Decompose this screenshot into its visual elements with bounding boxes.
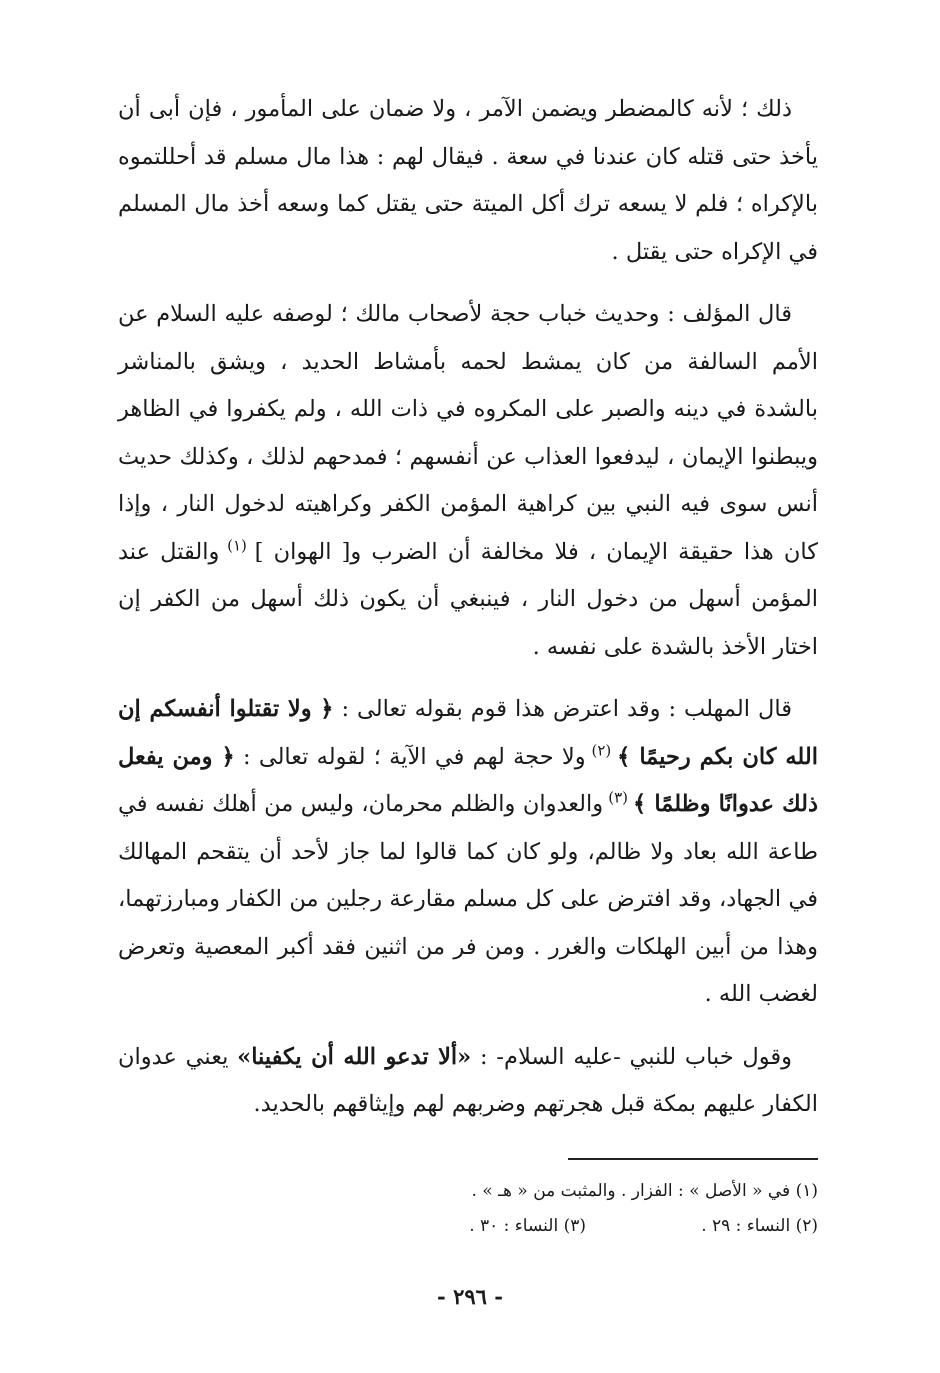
paragraph-2 [118, 291, 818, 671]
paragraph-text: والقتل عند المؤمن أسهل من دخول النار ، فينبغي أن يكون ذلك أسهل من الكفر إن اختار الأخذ بالشدة على نفسه . [118, 538, 818, 660]
footnote-ref-2: (٢) [585, 741, 618, 759]
footnote-2: (٢) النساء : ٢٩ . [701, 1216, 818, 1236]
paragraph-text: ولا حجة لهم في الآية ؛ لقوله تعالى : [234, 743, 586, 770]
paragraph-4 [118, 1034, 818, 1129]
page-body [118, 86, 818, 1144]
footnote-divider [568, 1158, 818, 1160]
quran-verse: ﴿ ولا تقتلوا أنفسكم إن الله كان بكم رحيمًا ﴾ [118, 696, 818, 770]
paragraph-text: قال المهلب : وقد اعترض هذا قوم بقوله تعالى : [333, 696, 792, 722]
hadith-quote: «ألا تدعو الله أن يكفينا» [237, 1043, 472, 1070]
paragraph-3 [118, 686, 818, 1019]
footnote-1: (١) في « الأصل » : الفزار . والمثبت من « هـ » . [471, 1181, 818, 1201]
footnotes [118, 1174, 818, 1244]
paragraph-text: قال المؤلف : وحديث خباب حجة لأصحاب مالك ؛ لوصفه عليه السلام عن الأمم السالفة من كان يمشط لحمه بأمشاط الحديد ، ويشق بالمناشر بالشدة في دينه والصبر على المكروه في ذات الله ، ولم يكفروا في الظاهر ويبطنوا الإيمان ، ليدفعوا العذاب عن أنفسهم ؛ فمدحهم لذلك ، وكذلك حديث أنس سوى فيه النبي بين كراهية المؤمن الكفر وكراهيته لدخول النار ، وإذا كان هذا حقيقة الإيمان ، فلا مخالفة أن الضرب و[ الهوان ] [118, 301, 818, 565]
paragraph-text: والعدوان والظلم محرمان، وليس من أهلك نفسه في طاعة الله بعاد ولا ظالم، ولو كان كما قالوا لما جاز لأحد أن يتقحم المهالك في الجهاد، وقد افترض على كل مسلم مقارعة رجلين من الكفار ومبارزتهما، وهذا من أبين الهلكات والغرر . ومن فر من اثنين فقد أكبر المعصية وتعرض لغضب الله . [118, 791, 818, 1007]
paragraph-1 [118, 86, 818, 276]
footnote-line-1 [118, 1174, 818, 1209]
paragraph-text: يعني عدوان الكفار عليهم بمكة قبل هجرتهم وضربهم لهم وإيثاقهم بالحديد. [118, 1043, 818, 1117]
footnote-ref-1: (١) [219, 536, 255, 554]
footnote-line-2 [118, 1209, 818, 1244]
quran-verse: ﴿ ومن يفعل ذلك عدوانًا وظلمًا ﴾ [118, 743, 819, 817]
paragraph-text: وقول خباب للنبي -عليه السلام- : [471, 1043, 793, 1070]
paragraph-text: ذلك ؛ لأنه كالمضطر ويضمن الآمر ، ولا ضمان على المأمور ، فإن أبى أن يأخذ حتى قتله كان عندنا في سعة . فيقال لهم : هذا مال مسلم قد أحللتموه بالإكراه ؛ فلم لا يسعه ترك أكل الميتة حتى يقتل كما وسعه أخذ مال المسلم في الإكراه حتى يقتل . [118, 96, 818, 265]
footnote-ref-3: (٣) [603, 788, 634, 807]
footnote-3: (٣) النساء : ٣٠ . [469, 1216, 586, 1236]
page-number: - ٢٩٦ - [437, 1284, 503, 1309]
